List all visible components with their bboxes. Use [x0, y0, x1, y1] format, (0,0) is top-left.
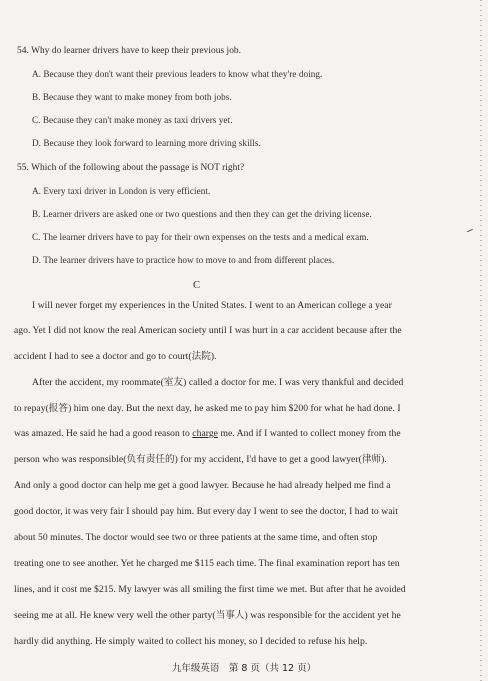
passage-line-6-start: was amazed. He said he had a good reason to	[14, 428, 193, 439]
question-55-option-c: C. The learner drivers have to pay for their own expenses on the tests and a medical exam.	[32, 232, 369, 242]
question-55-stem: 55. Which of the following about the passage is NOT right?	[17, 163, 245, 173]
underlined-word-charge: charge	[192, 428, 218, 439]
passage-line-8: And only a good doctor can help me get a good lawyer. Because he had already helped me find a	[14, 480, 391, 491]
passage-line-6	[14, 428, 401, 440]
passage-line-5: to repay(报答) him one day. But the next day, he asked me to pay him $200 for what he had done. I	[14, 403, 401, 414]
pen-mark	[467, 229, 473, 232]
passage-line-13: seeing me at all. He knew very well the other party(当事人) was responsible for the accident yet he	[14, 610, 401, 621]
question-54-option-c: C. Because they can't make money as taxi drivers yet.	[32, 115, 233, 125]
question-54-option-b: B. Because they want to make money from both jobs.	[32, 92, 232, 102]
passage-line-11: treating one to see another. Yet he charged me $115 each time. The final examination report has ten	[14, 558, 400, 569]
page-footer: 九年级英语 第 8 页（共 12 页）	[171, 663, 317, 674]
binding-edge-dots	[480, 0, 482, 681]
passage-line-6-end: me. And if I wanted to collect money from the	[218, 428, 401, 439]
passage-line-3: accident I had to see a doctor and go to court(法院).	[14, 351, 217, 362]
passage-line-1: I will never forget my experiences in the United States. I went to an American college a year	[32, 300, 392, 311]
question-54-option-d: D. Because they look forward to learning more driving skills.	[32, 138, 261, 148]
question-55-option-a: A. Every taxi driver in London is very efficient.	[32, 186, 211, 196]
passage-line-2: ago. Yet I did not know the real American society until I was hurt in a car accident because after the	[14, 325, 402, 336]
passage-line-14: hardly did anything. He simply waited to collect his money, so I decided to refuse his help.	[14, 636, 368, 647]
question-55-option-d: D. The learner drivers have to practice how to move to and from different places.	[32, 255, 335, 265]
passage-line-4: After the accident, my roommate(室友) called a doctor for me. I was very thankful and decided	[32, 377, 404, 388]
passage-line-9: good doctor, it was very fair I should pay him. But every day I went to see the doctor, I had to wait	[14, 506, 398, 517]
passage-line-7: person who was responsible(负有责任的) for my accident, I'd have to get a good lawyer(律师).	[14, 454, 387, 465]
question-55-option-b: B. Learner drivers are asked one or two questions and then they can get the driving license.	[32, 209, 372, 219]
question-54-option-a: A. Because they don't want their previous leaders to know what they're doing.	[32, 69, 323, 79]
question-54-stem: 54. Why do learner drivers have to keep their previous job.	[17, 46, 242, 56]
passage-line-10: about 50 minutes. The doctor would see two or three patients at the same time, and often stop	[14, 532, 378, 543]
passage-line-12: lines, and it cost me $215. My lawyer was all smiling the first time we met. But after that he avoided	[14, 584, 406, 595]
section-label: C	[193, 280, 201, 291]
